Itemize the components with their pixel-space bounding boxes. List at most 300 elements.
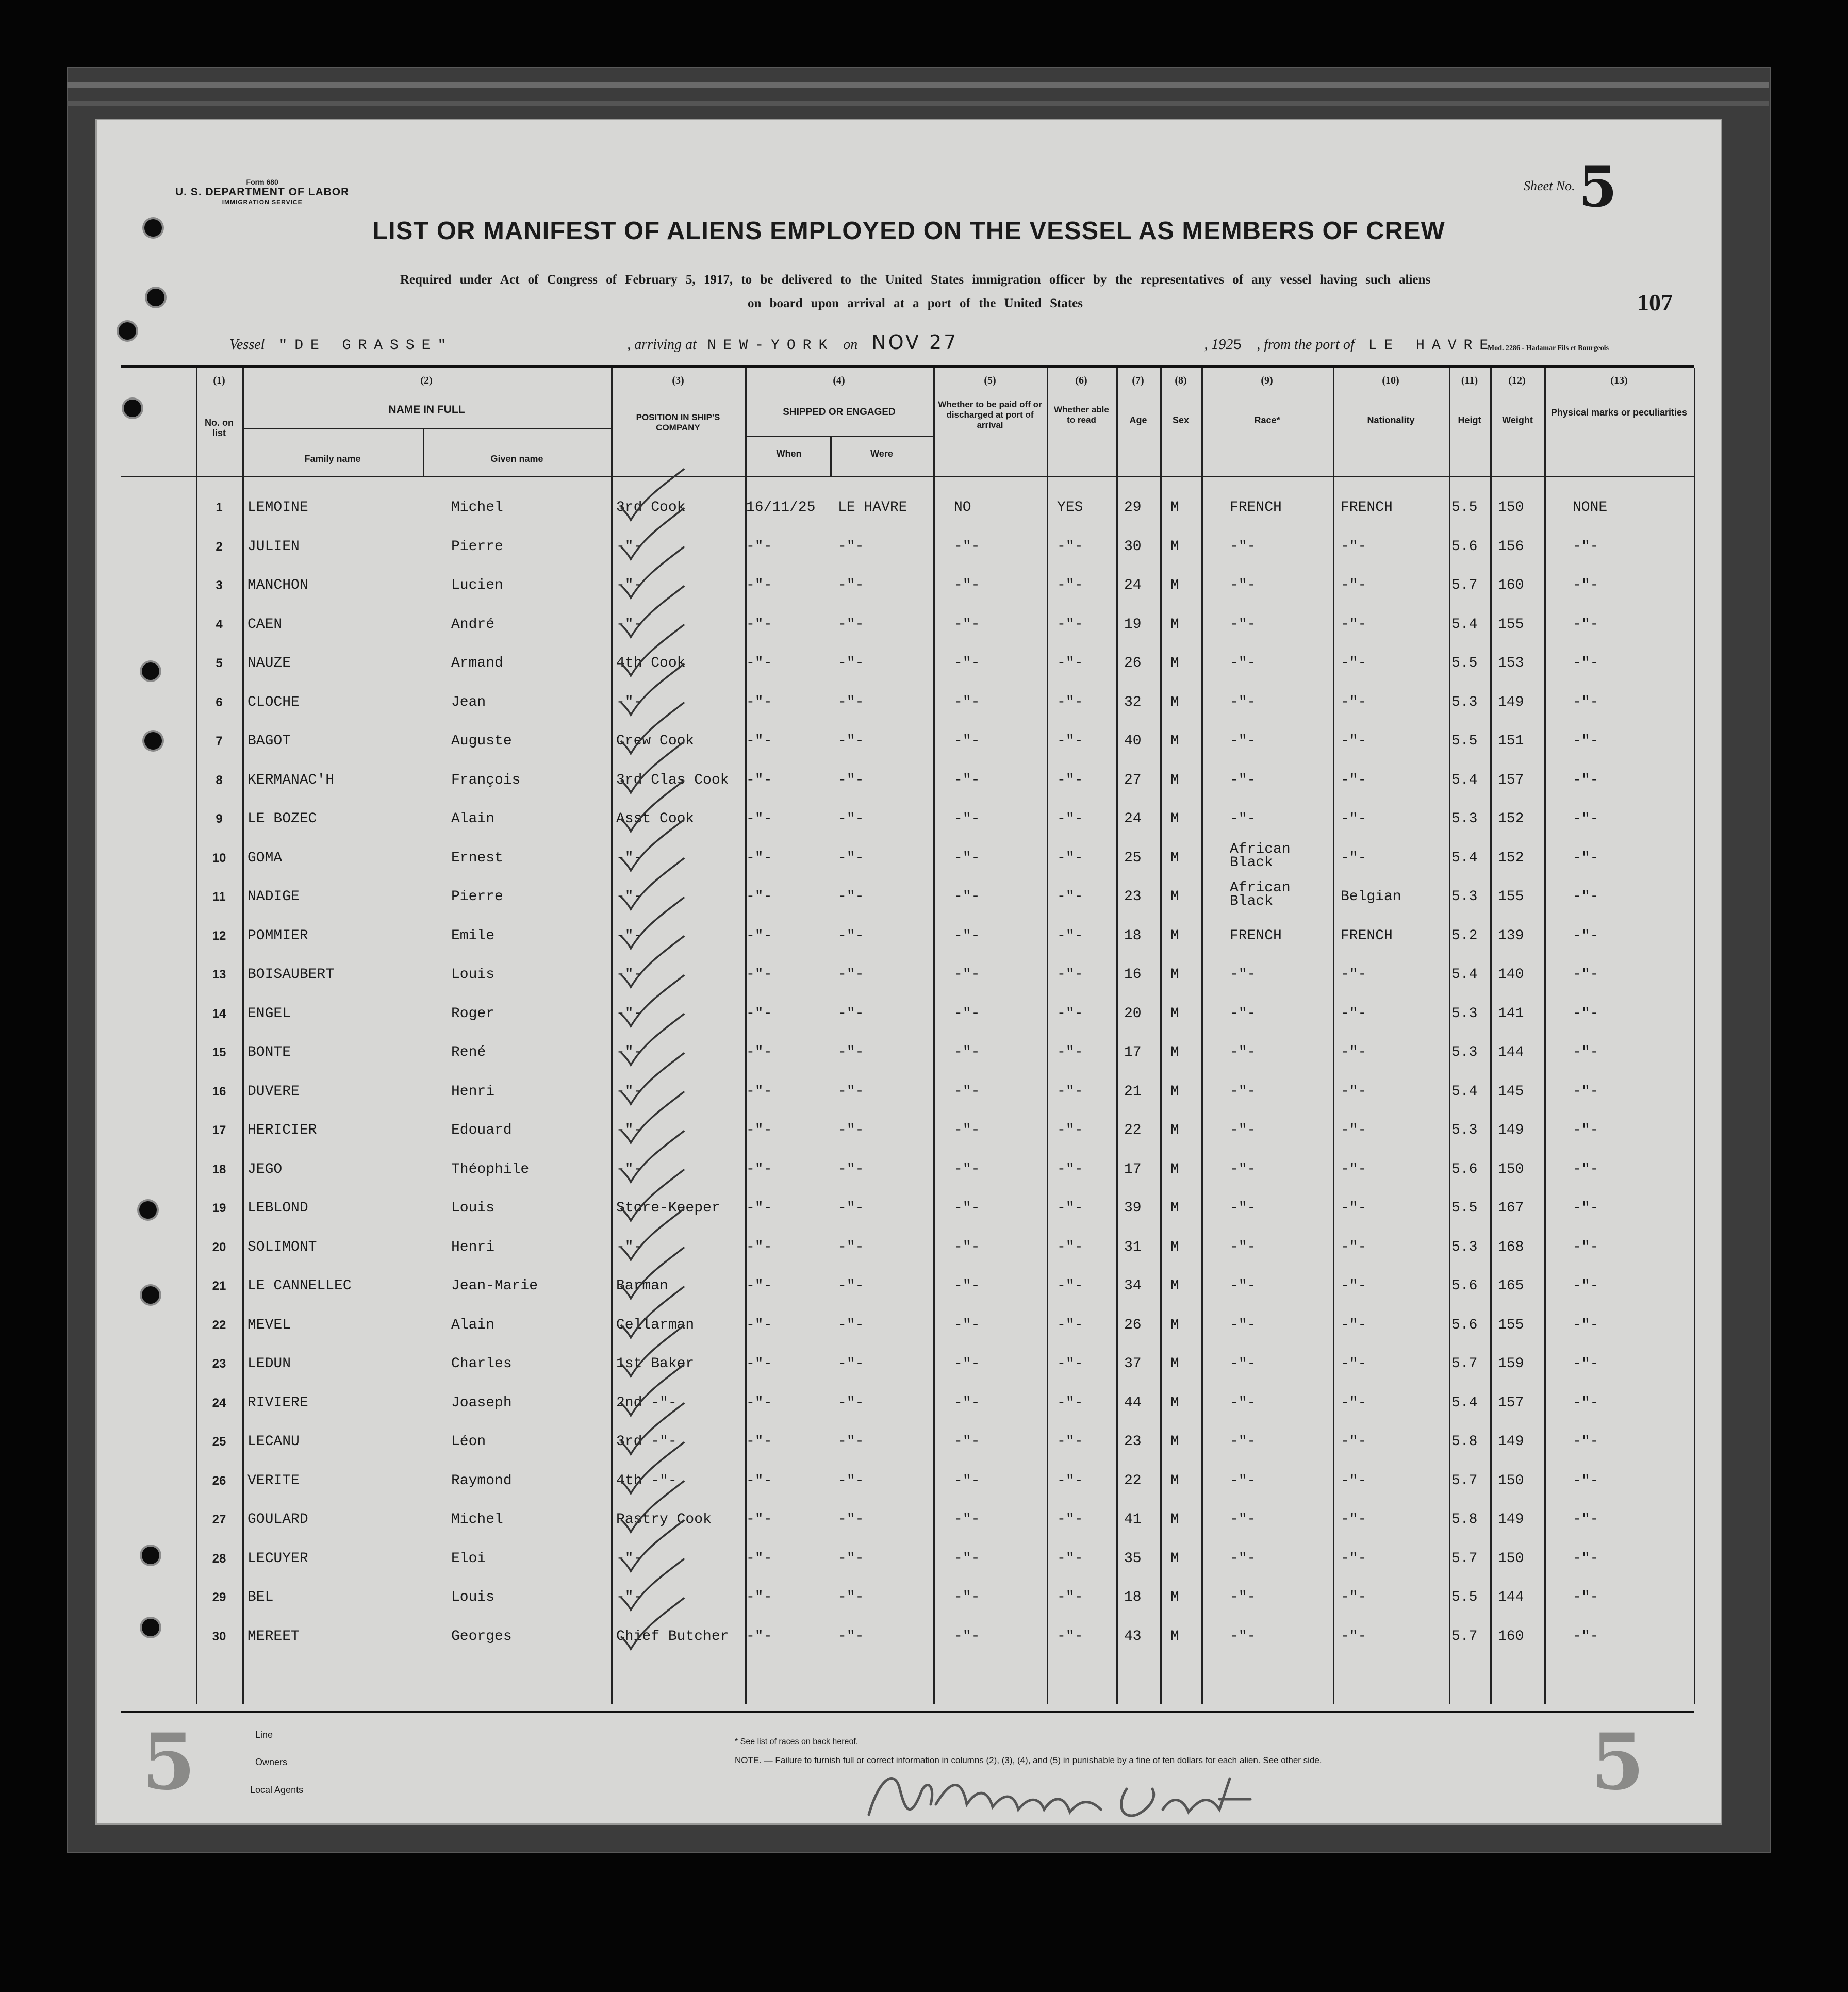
cell-no: 18 [212, 1162, 226, 1176]
cell-read: -"- [1057, 1434, 1083, 1450]
cell-no: 10 [212, 851, 226, 865]
header-weight: Weight [1502, 415, 1533, 425]
column-number: (4) [833, 375, 845, 386]
cell-read: -"- [1057, 1044, 1083, 1060]
cell-where: -"- [838, 655, 864, 671]
year-digit: 5 [1233, 338, 1249, 354]
cell-family: GOMA [248, 850, 283, 866]
column-number: (1) [213, 375, 225, 386]
cell-given: Raymond [451, 1472, 512, 1489]
cell-nationality: -"- [1341, 733, 1367, 749]
cell-sex: M [1170, 1512, 1179, 1528]
cell-position: -"- [616, 927, 642, 944]
cell-weight: 149 [1498, 1434, 1524, 1450]
cell-no: 13 [212, 968, 226, 982]
cell-family: JULIEN [248, 538, 300, 555]
cell-where: -"- [838, 1434, 864, 1450]
cell-given: Auguste [451, 733, 512, 749]
cell-no: 12 [212, 928, 226, 943]
cell-nationality: -"- [1341, 1550, 1367, 1567]
cell-no: 6 [216, 695, 223, 709]
cell-race: -"- [1230, 1628, 1256, 1645]
cell-position: -"- [616, 1239, 642, 1255]
cell-read: -"- [1057, 1317, 1083, 1333]
cell-race: -"- [1230, 616, 1256, 633]
cell-paid: -"- [954, 1005, 980, 1022]
sheet-label: Sheet No. [1524, 178, 1575, 193]
cell-paid: -"- [954, 1083, 980, 1100]
cell-weight: 149 [1498, 1512, 1524, 1528]
cell-given: Jean-Marie [451, 1278, 538, 1294]
cell-given: Louis [451, 967, 495, 983]
column-rule [1333, 368, 1334, 1704]
cell-weight: 149 [1498, 1122, 1524, 1138]
cell-marks: -"- [1573, 1239, 1599, 1255]
header-no: No. on list [205, 418, 234, 438]
cell-given: René [451, 1044, 486, 1060]
cell-read: -"- [1057, 1395, 1083, 1411]
cell-when: -"- [746, 1356, 772, 1372]
cell-when: -"- [746, 1044, 772, 1060]
cell-family: LEBLOND [248, 1200, 308, 1216]
cell-family: MEVEL [248, 1317, 291, 1333]
cell-family: LEDUN [248, 1356, 291, 1372]
cell-nationality: -"- [1341, 1239, 1367, 1255]
cell-nationality: -"- [1341, 1161, 1367, 1177]
cell-sex: M [1170, 1550, 1179, 1567]
cell-paid: -"- [954, 1589, 980, 1605]
cell-weight: 152 [1498, 850, 1524, 866]
cell-race: -"- [1230, 1161, 1256, 1177]
cell-race: -"- [1230, 1550, 1256, 1567]
cell-age: 37 [1124, 1356, 1142, 1372]
cell-age: 27 [1124, 772, 1142, 788]
cell-race: African Black [1230, 841, 1291, 871]
cell-age: 16 [1124, 967, 1142, 983]
cell-nationality: -"- [1341, 1628, 1367, 1645]
cell-family: SOLIMONT [248, 1239, 317, 1255]
cell-weight: 155 [1498, 889, 1524, 905]
punch-hole [142, 1619, 159, 1636]
cell-read: -"- [1057, 1589, 1083, 1605]
punch-hole [144, 732, 162, 750]
cell-given: Louis [451, 1200, 495, 1216]
cell-sex: M [1170, 577, 1179, 593]
cell-age: 41 [1124, 1512, 1142, 1528]
cell-race: -"- [1230, 1434, 1256, 1450]
header-name-in-full: NAME IN FULL [388, 404, 465, 416]
cell-position: -"- [616, 850, 642, 866]
cell-race: -"- [1230, 1589, 1256, 1605]
cell-read: -"- [1057, 927, 1083, 944]
cell-paid: -"- [954, 1512, 980, 1528]
cell-sex: M [1170, 616, 1179, 633]
cell-read: -"- [1057, 733, 1083, 749]
cell-nationality: FRENCH [1341, 500, 1393, 516]
punch-hole [147, 289, 164, 306]
header-able-to-read: Whether able to read [1054, 405, 1109, 425]
cell-when: -"- [746, 1200, 772, 1216]
cell-paid: -"- [954, 694, 980, 710]
cell-family: HERICIER [248, 1122, 317, 1138]
cell-family: MANCHON [248, 577, 308, 593]
cell-read: -"- [1057, 850, 1083, 866]
cell-where: -"- [838, 1083, 864, 1100]
cell-age: 18 [1124, 1589, 1142, 1605]
cell-weight: 159 [1498, 1356, 1524, 1372]
form-identifier [175, 178, 349, 206]
header-given-name: Given name [490, 454, 543, 464]
header-age: Age [1129, 415, 1147, 425]
cell-height: 5.4 [1451, 967, 1478, 983]
cell-family: DUVERE [248, 1083, 300, 1100]
cell-weight: 145 [1498, 1083, 1524, 1100]
cell-weight: 144 [1498, 1044, 1524, 1060]
sheet-stamp-right: 5 [1591, 1717, 1645, 1807]
rule-header-top [121, 365, 1694, 368]
cell-paid: -"- [954, 1434, 980, 1450]
cell-given: Alain [451, 811, 495, 827]
cell-weight: 150 [1498, 1472, 1524, 1489]
cell-paid: -"- [954, 1317, 980, 1333]
cell-race: -"- [1230, 1472, 1256, 1489]
punch-hole [142, 662, 159, 680]
cell-no: 30 [212, 1629, 226, 1644]
cell-where: -"- [838, 811, 864, 827]
cell-no: 22 [212, 1318, 226, 1332]
cell-no: 20 [212, 1240, 226, 1254]
cell-paid: -"- [954, 538, 980, 555]
cell-sex: M [1170, 1083, 1179, 1100]
cell-height: 5.6 [1451, 538, 1478, 555]
cell-weight: 150 [1498, 500, 1524, 516]
cell-read: YES [1057, 500, 1083, 516]
cell-sex: M [1170, 1044, 1179, 1060]
cell-nationality: -"- [1341, 1317, 1367, 1333]
cell-family: KERMANAC'H [248, 772, 335, 788]
cell-when: -"- [746, 850, 772, 866]
cell-race: -"- [1230, 811, 1256, 827]
cell-paid: -"- [954, 1395, 980, 1411]
cell-sex: M [1170, 1395, 1179, 1411]
cell-read: -"- [1057, 889, 1083, 905]
cell-sex: M [1170, 889, 1179, 905]
column-number: (10) [1382, 375, 1399, 386]
cell-family: LEMOINE [248, 500, 308, 516]
cell-nationality: -"- [1341, 850, 1367, 866]
cell-height: 5.4 [1451, 1083, 1478, 1100]
cell-race: -"- [1230, 538, 1256, 555]
cell-height: 5.4 [1451, 850, 1478, 866]
cell-when: -"- [746, 616, 772, 633]
cell-sex: M [1170, 811, 1179, 827]
requirement-line-1: Required under Act of Congress of February 5, 1917, to be delivered to the United States immigration officer by the representatives of any vessel having such aliens [400, 273, 1431, 287]
cell-given: Pierre [451, 889, 503, 905]
cell-no: 5 [216, 656, 223, 670]
cell-height: 5.3 [1451, 1044, 1478, 1060]
cell-when: 16/11/25 [746, 500, 816, 516]
cell-nationality: -"- [1341, 1356, 1367, 1372]
cell-read: -"- [1057, 1278, 1083, 1294]
cell-position: Pastry Cook [616, 1512, 712, 1528]
column-number: (9) [1261, 375, 1273, 386]
cell-given: Théophile [451, 1161, 530, 1177]
cell-family: ENGEL [248, 1005, 291, 1022]
cell-position: -"- [616, 1589, 642, 1605]
cell-where: -"- [838, 1239, 864, 1255]
footer-owners-label: Owners [255, 1757, 288, 1767]
cell-paid: -"- [954, 1356, 980, 1372]
cell-height: 5.4 [1451, 616, 1478, 633]
cell-family: CLOCHE [248, 694, 300, 710]
voyage-line [229, 331, 1495, 354]
cell-family: CAEN [248, 616, 283, 633]
requirement-text [232, 268, 1598, 316]
cell-weight: 153 [1498, 655, 1524, 671]
cell-marks: -"- [1573, 811, 1599, 827]
cell-height: 5.3 [1451, 694, 1478, 710]
cell-nationality: -"- [1341, 1083, 1367, 1100]
cell-read: -"- [1057, 772, 1083, 788]
cell-height: 5.6 [1451, 1161, 1478, 1177]
cell-when: -"- [746, 538, 772, 555]
cell-race: -"- [1230, 1122, 1256, 1138]
cell-height: 5.7 [1451, 577, 1478, 593]
cell-where: -"- [838, 1122, 864, 1138]
cell-position: -"- [616, 1044, 642, 1060]
cell-marks: -"- [1573, 1434, 1599, 1450]
cell-no: 27 [212, 1513, 226, 1526]
cell-race: -"- [1230, 1317, 1256, 1333]
cell-given: Pierre [451, 538, 503, 555]
cell-position: Store-Keeper [616, 1200, 720, 1216]
cell-where: -"- [838, 889, 864, 905]
cell-nationality: -"- [1341, 1434, 1367, 1450]
cell-age: 39 [1124, 1200, 1142, 1216]
stripe-top [67, 82, 1769, 88]
cell-no: 1 [216, 501, 223, 514]
cell-paid: -"- [954, 850, 980, 866]
cell-where: -"- [838, 1317, 864, 1333]
cell-where: -"- [838, 616, 864, 633]
cell-marks: -"- [1573, 1512, 1599, 1528]
cell-given: Georges [451, 1628, 512, 1645]
cell-position: -"- [616, 694, 642, 710]
cell-when: -"- [746, 1083, 772, 1100]
cell-given: Joaseph [451, 1395, 512, 1411]
cell-no: 11 [212, 890, 226, 904]
cell-given: Ernest [451, 850, 503, 866]
cell-paid: -"- [954, 1239, 980, 1255]
cell-sex: M [1170, 1278, 1179, 1294]
cell-where: LE HAVRE [838, 500, 908, 516]
cell-nationality: -"- [1341, 772, 1367, 788]
cell-sex: M [1170, 1239, 1179, 1255]
header-race: Race* [1254, 415, 1280, 425]
cell-nationality: -"- [1341, 655, 1367, 671]
cell-age: 34 [1124, 1278, 1142, 1294]
cell-when: -"- [746, 811, 772, 827]
cell-given: Alain [451, 1317, 495, 1333]
cell-read: -"- [1057, 1005, 1083, 1022]
cell-race: FRENCH [1230, 927, 1282, 944]
header-nationality: Nationality [1367, 415, 1415, 425]
cell-height: 5.6 [1451, 1317, 1478, 1333]
cell-when: -"- [746, 1122, 772, 1138]
cell-marks: -"- [1573, 655, 1599, 671]
cell-height: 5.3 [1451, 1005, 1478, 1022]
cell-family: LE BOZEC [248, 811, 317, 827]
cell-marks: -"- [1573, 1550, 1599, 1567]
cell-nationality: -"- [1341, 577, 1367, 593]
cell-nationality: -"- [1341, 694, 1367, 710]
column-number: (12) [1508, 375, 1526, 386]
cell-position: -"- [616, 577, 642, 593]
cell-weight: 168 [1498, 1239, 1524, 1255]
cell-age: 24 [1124, 811, 1142, 827]
cell-read: -"- [1057, 1239, 1083, 1255]
cell-age: 23 [1124, 889, 1142, 905]
cell-read: -"- [1057, 577, 1083, 593]
cell-marks: -"- [1573, 616, 1599, 633]
cell-race: FRENCH [1230, 500, 1282, 516]
cell-family: LECUYER [248, 1550, 308, 1567]
cell-family: RIVIERE [248, 1395, 308, 1411]
column-rule [196, 368, 197, 1704]
cell-given: André [451, 616, 495, 633]
penalty-note: NOTE. — Failure to furnish full or correct information in columns (2), (3), (4), and (5) in punishable by a fine of ten dollars for each alien. See other side. [735, 1755, 1322, 1765]
cell-when: -"- [746, 1512, 772, 1528]
column-number: (13) [1610, 375, 1628, 386]
cell-when: -"- [746, 1005, 772, 1022]
cell-marks: -"- [1573, 889, 1599, 905]
cell-nationality: -"- [1341, 1122, 1367, 1138]
cell-paid: -"- [954, 616, 980, 633]
cell-position: -"- [616, 967, 642, 983]
cell-height: 5.3 [1451, 1239, 1478, 1255]
cell-height: 5.8 [1451, 1434, 1478, 1450]
cell-where: -"- [838, 967, 864, 983]
cell-age: 21 [1124, 1083, 1142, 1100]
cell-nationality: -"- [1341, 1472, 1367, 1489]
cell-paid: -"- [954, 889, 980, 905]
cell-marks: -"- [1573, 1083, 1599, 1100]
cell-age: 35 [1124, 1550, 1142, 1567]
cell-marks: -"- [1573, 967, 1599, 983]
cell-position: Chief Butcher [616, 1628, 729, 1645]
cell-when: -"- [746, 1589, 772, 1605]
cell-sex: M [1170, 1122, 1179, 1138]
cell-age: 32 [1124, 694, 1142, 710]
cell-weight: 149 [1498, 694, 1524, 710]
cell-position: -"- [616, 889, 642, 905]
cell-height: 5.4 [1451, 1395, 1478, 1411]
cell-given: Léon [451, 1434, 486, 1450]
cell-no: 29 [212, 1590, 226, 1604]
header-when: When [776, 449, 802, 459]
cell-paid: -"- [954, 1628, 980, 1645]
cell-age: 26 [1124, 1317, 1142, 1333]
cell-paid: -"- [954, 1550, 980, 1567]
cell-read: -"- [1057, 1122, 1083, 1138]
cell-age: 40 [1124, 733, 1142, 749]
cell-when: -"- [746, 1278, 772, 1294]
cell-family: BOISAUBERT [248, 967, 335, 983]
cell-sex: M [1170, 733, 1179, 749]
column-rule [242, 368, 244, 1704]
cell-race: -"- [1230, 1512, 1256, 1528]
cell-where: -"- [838, 850, 864, 866]
punch-hole [142, 1286, 159, 1304]
cell-given: Michel [451, 500, 503, 516]
cell-given: Henri [451, 1239, 495, 1255]
cell-given: Michel [451, 1512, 503, 1528]
cell-paid: -"- [954, 733, 980, 749]
cell-height: 5.5 [1451, 733, 1478, 749]
cell-height: 5.7 [1451, 1472, 1478, 1489]
cell-no: 7 [216, 734, 223, 748]
cell-position: -"- [616, 1122, 642, 1138]
cell-given: Emile [451, 927, 495, 944]
cell-age: 17 [1124, 1044, 1142, 1060]
cell-family: POMMIER [248, 927, 308, 944]
cell-family: BAGOT [248, 733, 291, 749]
name-subheader-rule [242, 428, 611, 429]
vessel-label: Vessel [229, 337, 265, 353]
cell-weight: 157 [1498, 1395, 1524, 1411]
cell-paid: NO [954, 500, 971, 516]
header-sex: Sex [1172, 415, 1190, 425]
sheet-stamp-left: 5 [142, 1717, 196, 1807]
cell-position: 3rd Clas Cook [616, 772, 729, 788]
column-rule [1449, 368, 1450, 1704]
check-mark-icon [611, 1596, 699, 1652]
cell-paid: -"- [954, 655, 980, 671]
cell-sex: M [1170, 655, 1179, 671]
cell-sex: M [1170, 927, 1179, 944]
cell-nationality: -"- [1341, 1589, 1367, 1605]
cell-nationality: -"- [1341, 967, 1367, 983]
cell-where: -"- [838, 1044, 864, 1060]
cell-when: -"- [746, 889, 772, 905]
cell-family: BEL [248, 1589, 274, 1605]
cell-given: Henri [451, 1083, 495, 1100]
cell-marks: -"- [1573, 1005, 1599, 1022]
cell-no: 4 [216, 617, 223, 632]
cell-marks: NONE [1573, 500, 1608, 516]
cell-family: NADIGE [248, 889, 300, 905]
cell-nationality: -"- [1341, 1044, 1367, 1060]
cell-read: -"- [1057, 616, 1083, 633]
cell-weight: 141 [1498, 1005, 1524, 1022]
column-rule [1116, 368, 1118, 1704]
department: U. S. DEPARTMENT OF LABOR [175, 186, 350, 198]
cell-no: 24 [212, 1396, 226, 1410]
from-port: LE HAVRE [1368, 338, 1496, 354]
column-rule [1047, 368, 1048, 1704]
punch-hole [119, 322, 136, 340]
cell-marks: -"- [1573, 1044, 1599, 1060]
column-rule [1544, 368, 1546, 1704]
cell-race: -"- [1230, 1395, 1256, 1411]
cell-marks: -"- [1573, 1317, 1599, 1333]
column-number: (3) [672, 375, 684, 386]
cell-family: BONTE [248, 1044, 291, 1060]
cell-marks: -"- [1573, 1356, 1599, 1372]
punch-hole [124, 400, 141, 417]
cell-age: 22 [1124, 1472, 1142, 1489]
page-title: LIST OR MANIFEST OF ALIENS EMPLOYED ON THE VESSEL AS MEMBERS OF CREW [372, 217, 1445, 245]
